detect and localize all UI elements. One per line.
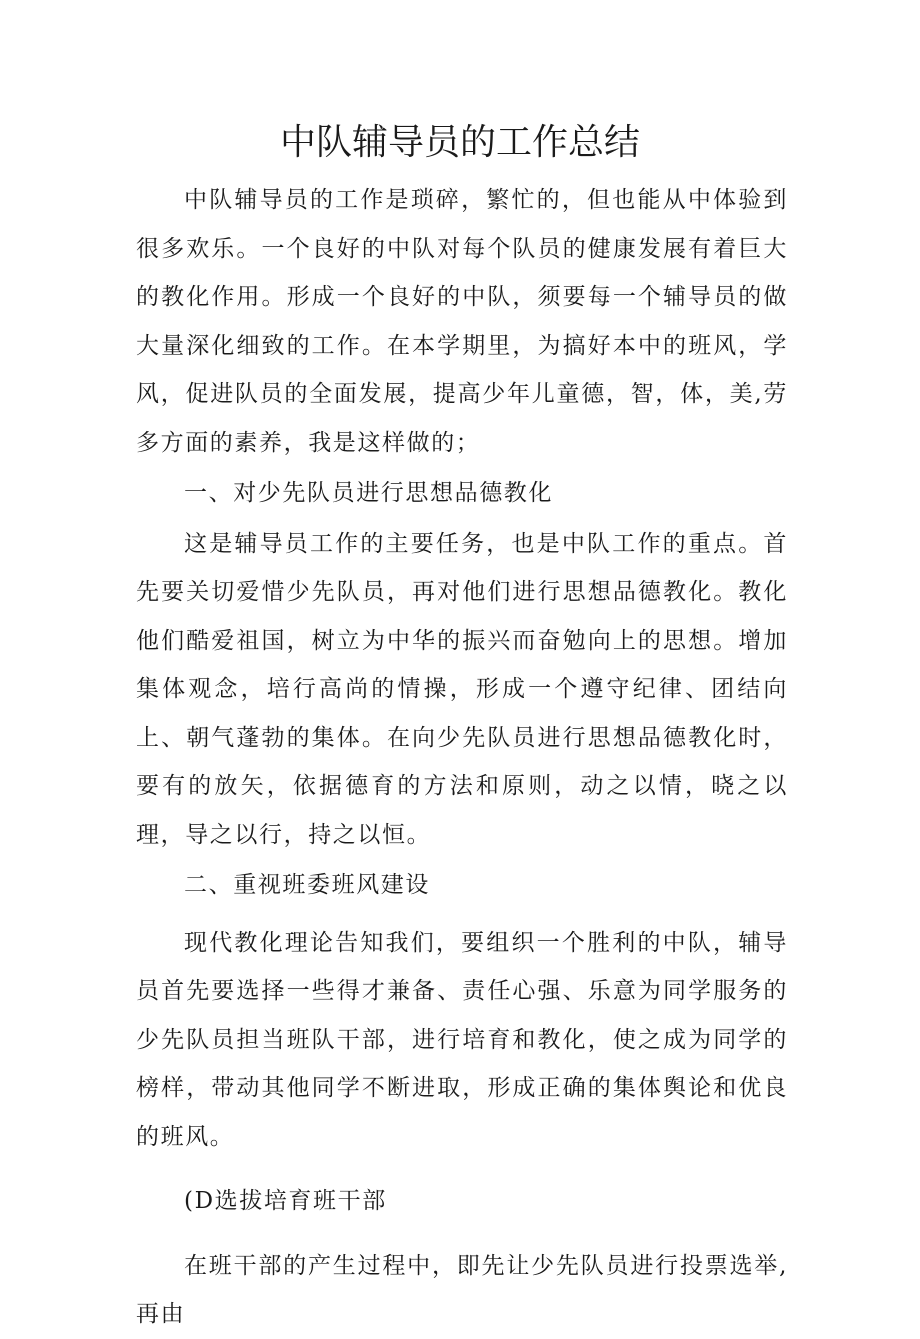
- spacer: [136, 910, 788, 919]
- section-heading-1: 一、对少先队员进行思想品德教化: [184, 480, 553, 506]
- spacer: [136, 1161, 788, 1177]
- spacer: [136, 1226, 788, 1242]
- document-body: [136, 176, 788, 1339]
- section-paragraph-1: 这是辅导员工作的主要任务，也是中队工作的重点。首先要关切爱惜少先队员，再对他们进行思想品德教化。教化他们酷爱祖国，树立为中华的振兴而奋勉向上的思想。增加集体观念，培行高尚的情操，形成一个遵守纪律、团结向上、朝气蓬勃的集体。在向少先队员进行思想品德教化时，要有的放矢，依据德育的方法和原则，动之以情，晓之以理，导之以行，持之以恒。: [136, 530, 788, 848]
- section-paragraph-2: 现代教化理论告知我们，要组织一个胜利的中队，辅导员首先要选择一些得才兼备、责任心强、乐意为同学服务的少先队员担当班队干部，进行培育和教化，使之成为同学的榜样，带动其他同学不断进取，形成正确的集体舆论和优良的班风。: [136, 929, 788, 1150]
- intro-paragraph: 中队辅导员的工作是琐碎，繁忙的，但也能从中体验到很多欢乐。一个良好的中队对每个队员的健康发展有着巨大的教化作用。形成一个良好的中队，须要每一个辅导员的做大量深化细致的工作。在本学期里，为搞好本中的班风，学风，促进队员的全面发展，提高少年儿童德，智，体，美,劳多方面的素养，我是这样做的；: [136, 187, 788, 456]
- document-title: 中队辅导员的工作总结: [279, 122, 640, 163]
- subsection-paragraph-1: 在班干部的产生过程中，即先让少先队员进行投票选举,再由: [136, 1252, 788, 1327]
- section-heading-2: 二、重视班委班风建设: [184, 872, 430, 898]
- subsection-heading-1: (D选拔培育班干部: [184, 1188, 387, 1214]
